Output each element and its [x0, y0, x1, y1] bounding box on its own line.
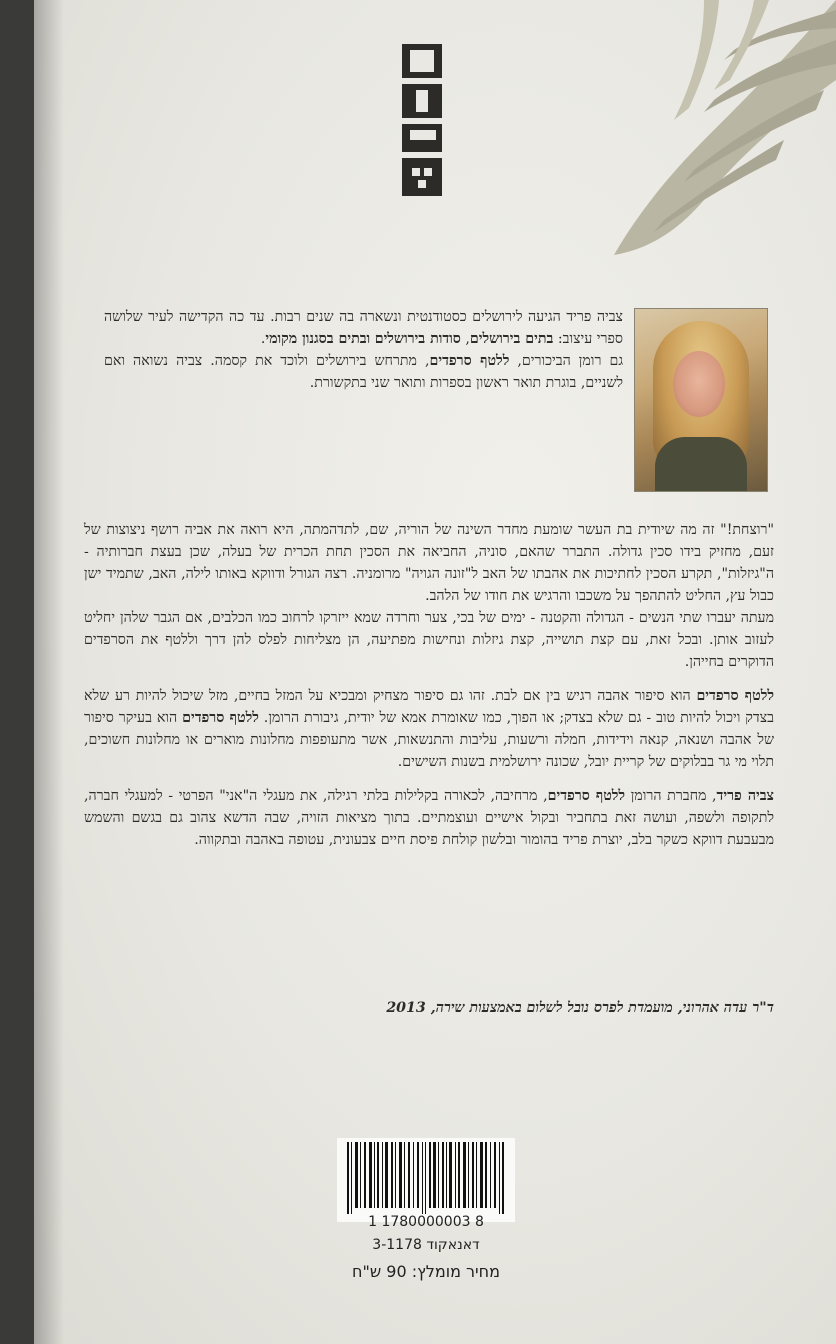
recommended-price: מחיר מומלץ: 90 ש"ח — [352, 1262, 500, 1281]
review-paragraph-1: ללטף סרפדים הוא סיפור אהבה רגיש בין אם לבת. זהו גם סיפור מצחיק ומבכיא על המזל בחיים, מזל שיכול להיות רע שלא בצדק ויכול להיות טוב - גם שלא בצדק; או הפוך, כמו שאומרת אמא של יודית, גיבורת הרומן. ללטף סרפדים הוא בעיקר סיפור של אהבה ושנאה, קנאה וידידות, חמלה ורשעות, עליבות והתנשאות, אשר מתעופפות מחלונות מוארים או מחלונות חשוכים, תלוי מי גר בבלוקים של קריית יובל, שכונה ירושלמית בשנות השישים. — [84, 688, 774, 770]
book-back-cover — [34, 0, 836, 1344]
synopsis-and-review — [84, 519, 774, 863]
spine-shadow — [34, 0, 64, 1344]
review-attribution: ד"ר עדה אהרוני, מועמדת לפרס נובל לשלום באמצעות שירה, 2013 — [386, 1000, 774, 1016]
barcode — [345, 1142, 507, 1214]
review-paragraph-2: צביה פריד, מחברת הרומן ללטף סרפדים, מרחיבה, לכאורה בקלילות בלתי רגילה, את מעגלי ה"אני" הפרטי - למעגלי חברה, לתקופה ולשפה, ועושה זאת בתחביר ובקול אישיים ועוצמתיים. בתוך מציאות הזויה, שבה הדשא צהוב גם בגשם והשמש מבעבעת דווקא כשקר בלב, יוצרת פריד בהומור ובלשון קולחת פיסת חיים צבעונית, עטופה באהבה ובתקווה. — [84, 788, 774, 848]
synopsis-paragraph-1: "רוצחת!" זה מה שיודית בת העשר שומעת מחדר השינה של הוריה, שם, לתדהמתה, היא רואה את אביה רושף ניצוצות של זעם, מחזיק בידו סכין גדולה. התברר שהאם, סוניה, החביאה את הסכין תחת הכרית של בעלה, שכן בעצת חברותיה - ה"גיזלות", תקרע הסכין לחתיכות את אהבתו של האב ל"זונה הגויה" מרומניה. רצה הגורל ודווקא באותו לילה, האב, שתמיד ישן כבול עץ, החליט להתהפך על משכבו והרגיש את חודו של הלהב. — [84, 522, 774, 604]
author-shirt — [655, 437, 747, 492]
synopsis-paragraph-2: מעתה יעברו שתי הנשים - הגדולה והקטנה - ימים של בכי, צער וחרדה שמא ייזרקו לרחוב כמו הכלבים, אם הגבר שלהן יחליט לעזוב אותן. ובכל זאת, עם קצת תושייה, קצת גיזלות ונחישות מפתיעה, הן מצליחות לפלס להן דרך וללטף את הסרפדים הדוקרים בחייהן. — [84, 610, 774, 670]
product-code: דאנאקוד 3-1178 — [372, 1237, 480, 1253]
author-bio — [104, 306, 623, 394]
bio-paragraph-2: גם רומן הביכורים, ללטף סרפדים, מתרחש בירושלים ולוכד את קסמה. צביה נשואה ואם לשניים, בוגרת תואר ראשון בספרות ותואר שני בתקשורת. — [104, 353, 623, 391]
bio-paragraph-1: צביה פריד הגיעה לירושלים כסטודנטית ונשארה בה שנים רבות. עד כה הקדישה לעיר שלושה ספרי עיצוב: בתים בירושלים, סודות בירושלים ובתים בסגנון מקומי. — [104, 309, 623, 347]
isbn-number: 1 1780000003 8 — [368, 1214, 484, 1230]
barcode-box — [337, 1138, 515, 1222]
author-face — [673, 351, 725, 417]
palm-leaf-decoration — [554, 0, 836, 260]
publisher-logo — [394, 40, 454, 200]
author-photo — [634, 308, 768, 492]
